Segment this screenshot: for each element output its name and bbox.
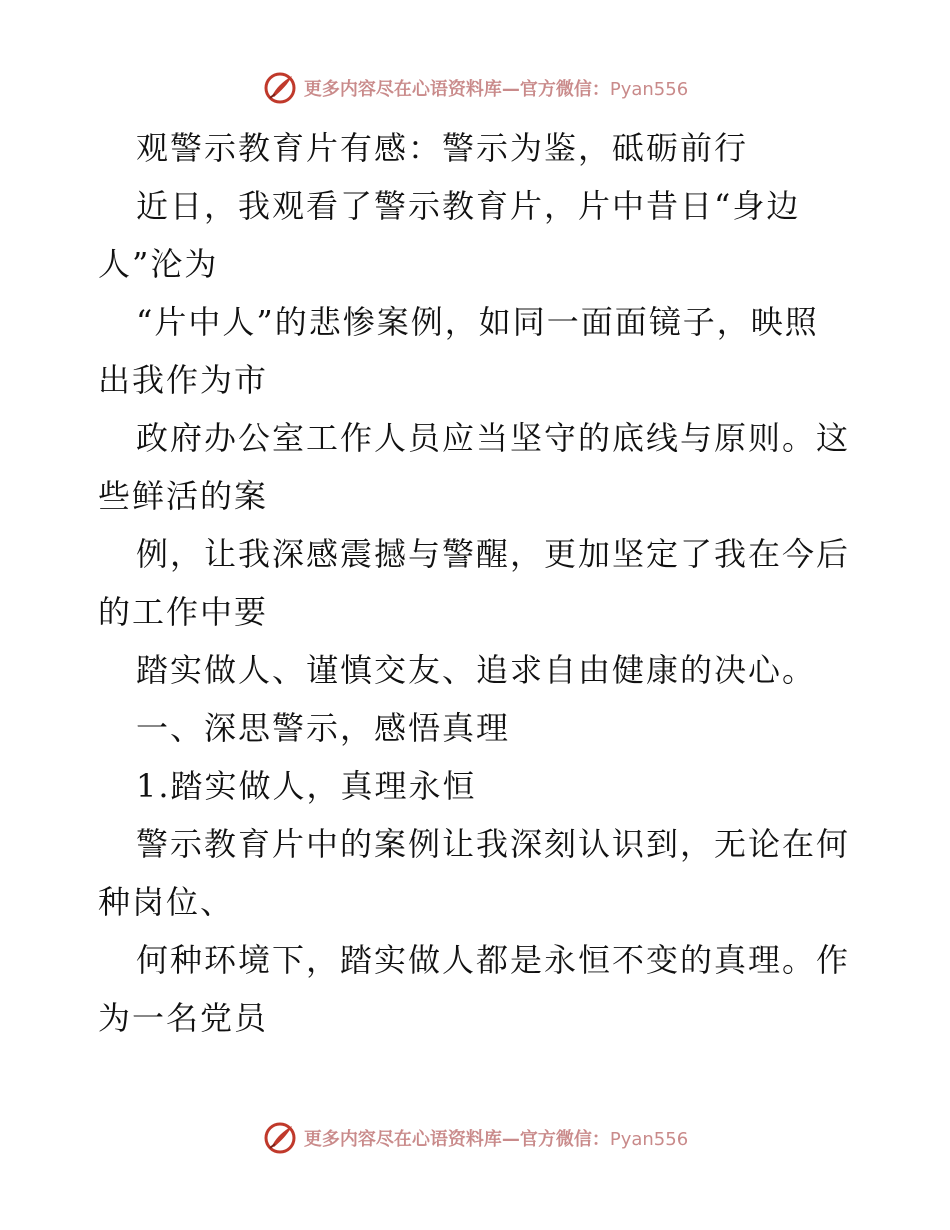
paragraph-line: “片中人”的悲惨案例，如同一面面镜子，映照 — [136, 303, 819, 341]
paragraph-line: 人”沦为 — [98, 245, 219, 283]
paragraph-line: 近日，我观看了警示教育片，片中昔日“身边 — [136, 187, 801, 225]
document-title: 观警示教育片有感：警示为鉴，砥砺前行 — [136, 129, 749, 167]
header-banner-text: 更多内容尽在心语资料库—官方微信：Pyan556 — [303, 79, 689, 100]
paragraph-line: 何种环境下，踏实做人都是永恒不变的真理。作 — [136, 941, 851, 979]
footer-wechat-handle: Pyan556 — [609, 1129, 689, 1150]
paragraph-line: 警示教育片中的案例让我深刻认识到，无论在何 — [136, 825, 851, 863]
paragraph-line: 出我作为市 — [98, 361, 269, 399]
header-banner — [0, 70, 950, 106]
footer-banner — [0, 1120, 950, 1156]
paragraph-line: 为一名党员 — [98, 999, 269, 1037]
quill-seal-icon — [262, 1120, 298, 1156]
subsection-heading: 1.踏实做人，真理永恒 — [136, 767, 477, 805]
paragraph-line: 种岗位、 — [98, 883, 235, 921]
paragraph-line: 例，让我深感震撼与警醒，更加坚定了我在今后 — [136, 535, 851, 573]
paragraph-line: 些鲜活的案 — [98, 477, 269, 515]
footer-banner-text: 更多内容尽在心语资料库—官方微信：Pyan556 — [303, 1129, 689, 1150]
section-heading: 一、深思警示，感悟真理 — [136, 709, 511, 747]
paragraph-line: 政府办公室工作人员应当坚守的底线与原则。这 — [136, 419, 851, 457]
quill-seal-icon — [262, 70, 298, 106]
header-wechat-handle: Pyan556 — [609, 79, 689, 100]
paragraph-line: 踏实做人、谨慎交友、追求自由健康的决心。 — [136, 651, 817, 689]
paragraph-line: 的工作中要 — [98, 593, 269, 631]
